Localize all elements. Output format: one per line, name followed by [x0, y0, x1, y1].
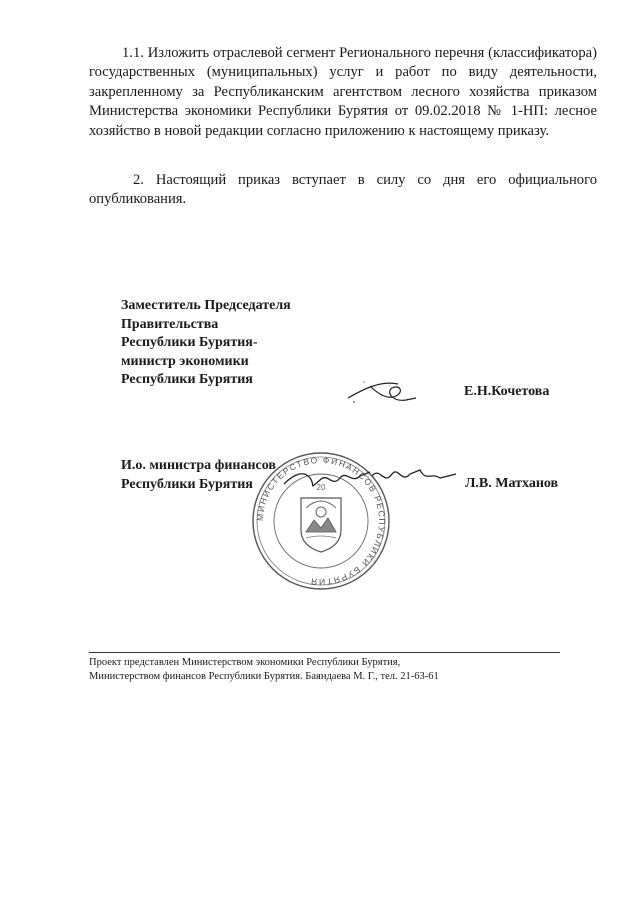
signature-title-line: Республики Бурятия [121, 372, 253, 388]
signature-title-line: Правительства [121, 316, 219, 332]
signer-name-2: Л.В. Матханов [465, 476, 559, 491]
stamp-text: МИНИСТЕРСТВО ФИНАНСОВ РЕСПУБЛИКИ БУРЯТИЯ [254, 454, 388, 588]
signature-title-line: Заместитель Председателя [121, 298, 291, 313]
signature-title-line: И.о. министра финансов [121, 458, 276, 473]
footer-line-2: Министерством финансов Республики Бурятия. Баяндаева М. Г., тел. 21-63-61 [89, 671, 439, 682]
signature-title-1 [121, 297, 291, 390]
signature-title-line: министр экономики [121, 353, 249, 369]
paragraph-2: 2. Настоящий приказ вступает в силу со дня его официального опубликования. [89, 172, 597, 208]
handwritten-signature-2 [280, 462, 460, 498]
signature-title-line: Республики Бурятия [121, 476, 253, 492]
footer-divider [89, 652, 560, 653]
stamp-number: 20 [316, 483, 326, 492]
paragraph-1-1: 1.1. Изложить отраслевой сегмент Регионального перечня (классификатора) государственных (муниципальных) услуг и работ по виду деятельности, закрепленному за Республиканским агентством лесного хозяйства приказом Министерства экономики Республики Бурятия от 09.02.2018 № 1-НП: лесное хозяйство в новой редакции согласно приложению к настоящему приказу. [89, 45, 597, 139]
handwritten-signature-1 [340, 372, 420, 408]
signer-name-1: Е.Н.Кочетова [464, 384, 550, 399]
footer-line-1: Проект представлен Министерством экономики Республики Бурятия, [89, 657, 401, 668]
signature-title-line: Республики Бурятия- [121, 335, 258, 351]
